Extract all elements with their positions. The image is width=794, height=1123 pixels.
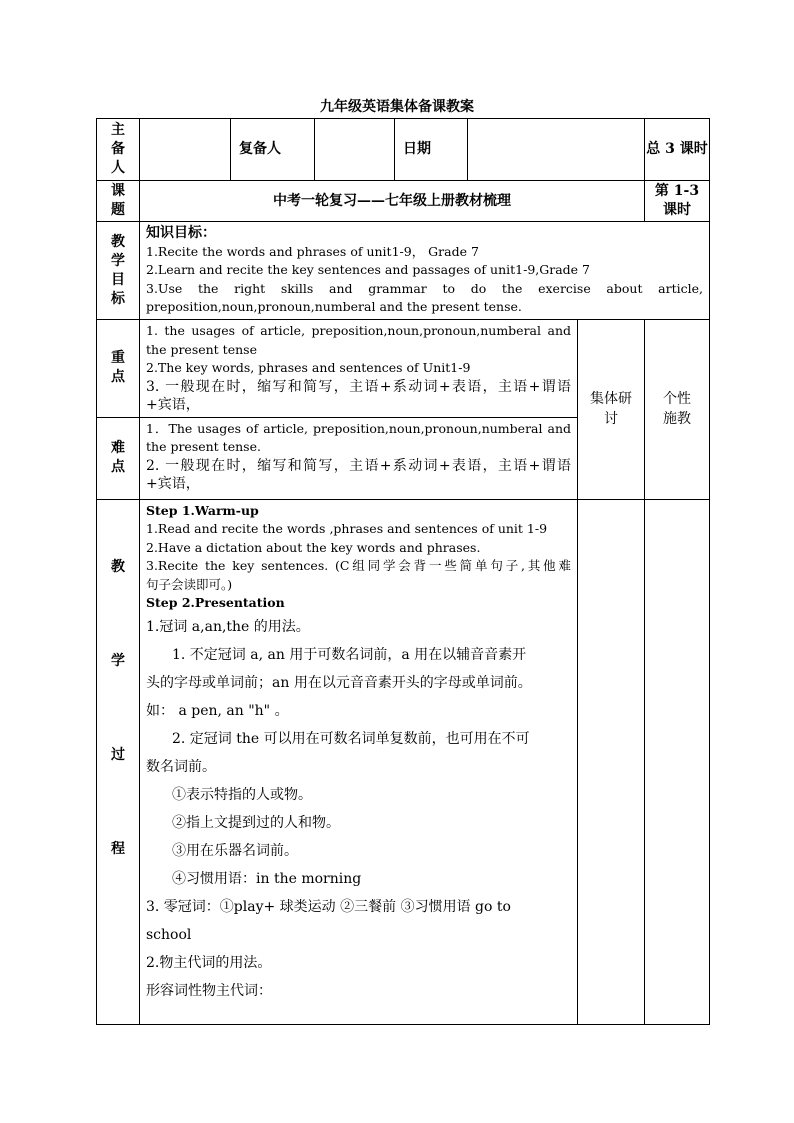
- step1-item: 3.Recite the key sentences. (C组同学会背一些简单句子,其他难: [146, 558, 571, 573]
- step1-item: 1.Read and recite the words ,phrases and sentences of unit 1-9: [146, 521, 548, 536]
- definite-article-usage: ④习惯用语：in the morning: [172, 870, 362, 887]
- objectives-row: [97, 222, 710, 320]
- personal-teaching-process-cell[interactable]: [645, 499, 710, 1024]
- date-value[interactable]: [468, 119, 645, 181]
- indefinite-article-line: 1. 不定冠词 a, an 用于可数名词前，a 用在以辅音音素开: [172, 646, 527, 663]
- reviewer-label: 复备人: [231, 119, 315, 181]
- article-example: 如： a pen, an "h" 。: [146, 702, 289, 719]
- process-label-char: 教: [111, 558, 125, 575]
- process-label-char: 程: [111, 840, 125, 857]
- reviewer-value[interactable]: [315, 119, 395, 181]
- key-points-row: [97, 320, 710, 418]
- group-research-column: [578, 320, 645, 500]
- definite-article-line: 数名词前。: [146, 758, 216, 775]
- indefinite-article-line: 头的字母或单词前；an 用在以元音音素开头的字母或单词前。: [146, 674, 532, 691]
- process-content: [140, 499, 578, 1024]
- objectives-content: [140, 222, 710, 320]
- key-point-line: the present tense: [146, 341, 257, 357]
- period-range: [645, 181, 710, 222]
- difficult-point-line: +宾语，: [146, 476, 200, 492]
- step1-item: 句子会读即可。): [146, 576, 233, 592]
- difficult-points-label-text: 难点: [111, 440, 125, 475]
- step1-title: Step 1.Warm-up: [146, 502, 259, 518]
- key-points-label-text: 重点: [111, 350, 125, 386]
- difficult-point-line: 1．The usages of article, preposition,noun,pronoun,numberal and: [146, 420, 571, 436]
- objective-item: 2.Learn and recite the key sentences and passages of unit1-9,Grade 7: [146, 262, 590, 277]
- header-row: [97, 119, 710, 181]
- process-label: [97, 499, 140, 1024]
- difficult-point-line: 2. 一般现在时，缩写和简写，主语+系动词+表语，主语+谓语: [146, 457, 571, 474]
- key-point-line: 2.The key words, phrases and sentences of Unit1-9: [146, 360, 471, 375]
- lesson-plan-table: [96, 118, 710, 1025]
- objectives-label: [97, 222, 140, 320]
- process-label-char: 学: [111, 652, 125, 669]
- personal-teaching-column: [645, 320, 710, 500]
- definite-article-usage: ②指上文提到过的人和物。: [172, 814, 340, 831]
- difficult-points-label: [97, 417, 140, 499]
- lead-teacher-value[interactable]: [140, 119, 231, 181]
- personal-teaching-text: 个性施教: [663, 391, 691, 428]
- pronoun-heading: 2.物主代词的用法。: [146, 954, 272, 971]
- group-research-text: 集体研讨: [590, 391, 632, 428]
- process-row: [97, 499, 710, 1024]
- difficult-points-content: [140, 417, 578, 499]
- pronoun-subheading: 形容词性物主代词：: [146, 982, 272, 999]
- zero-article-line: school: [146, 926, 192, 943]
- key-point-line: 1. the usages of article, preposition,noun,pronoun,numberal and: [146, 323, 571, 338]
- article-heading: 1.冠词 a,an,the 的用法。: [146, 618, 310, 635]
- objective-item: preposition,noun,pronoun,numberal and the present tense.: [146, 299, 522, 314]
- key-points-label: [97, 320, 140, 418]
- definite-article-usage: ③用在乐器名词前。: [172, 842, 298, 859]
- topic-value: 中考一轮复习——七年级上册教材梳理: [140, 181, 645, 222]
- step1-item: 2.Have a dictation about the key words and phrases.: [146, 539, 481, 555]
- total-periods: 总 3 课时: [645, 119, 710, 181]
- key-points-content: [140, 320, 578, 418]
- objective-item: 1.Recite the words and phrases of unit1-9， Grade 7: [146, 243, 479, 259]
- step2-title: Step 2.Presentation: [146, 595, 285, 610]
- objectives-heading: 知识目标：: [146, 225, 216, 241]
- topic-label-text: 课题: [111, 183, 125, 218]
- document-title: 九年级英语集体备课教案: [320, 99, 474, 115]
- topic-row: [97, 181, 710, 222]
- group-research-process-cell[interactable]: [578, 499, 645, 1024]
- difficult-point-line: the present tense.: [146, 439, 261, 454]
- lead-teacher-label-text: 主备人: [111, 122, 125, 176]
- key-point-line: 3. 一般现在时，缩写和简写，主语+系动词+表语，主语+谓语: [146, 378, 571, 395]
- definite-article-usage: ①表示特指的人或物。: [172, 786, 312, 803]
- objectives-label-text: 教学目标: [111, 233, 125, 307]
- lead-teacher-label: [97, 119, 140, 181]
- topic-label: [97, 181, 140, 222]
- zero-article-line: 3. 零冠词：①play+ 球类运动 ②三餐前 ③习惯用语 go to: [146, 898, 511, 915]
- key-point-line: +宾语，: [146, 397, 200, 413]
- process-label-char: 过: [111, 746, 125, 763]
- date-label: 日期: [395, 119, 468, 181]
- period-range-text: 第 1-3 课时: [654, 183, 700, 218]
- definite-article-line: 2. 定冠词 the 可以用在可数名词单复数前，也可用在不可: [172, 730, 530, 747]
- objective-item: 3.Use the right skills and grammar to do the exercise about article,: [146, 280, 703, 296]
